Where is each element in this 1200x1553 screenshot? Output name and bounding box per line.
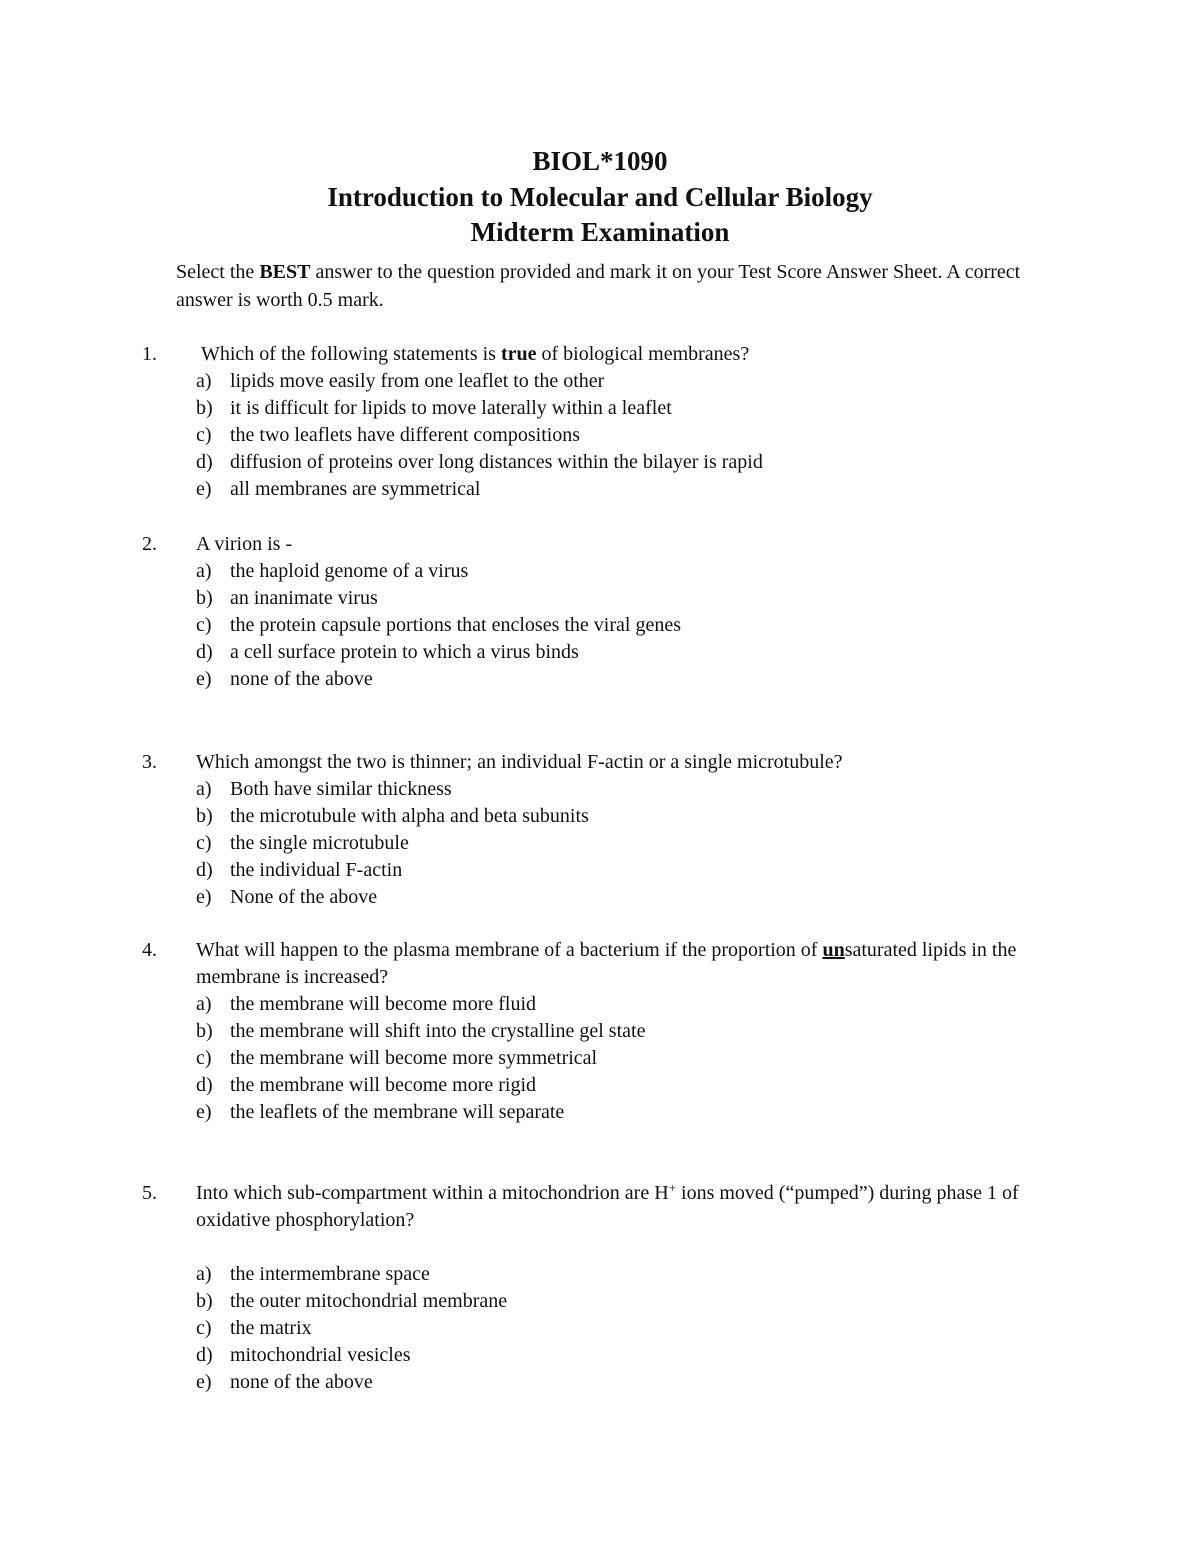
question-number: 3. <box>142 751 157 773</box>
question-emphasis: true <box>500 343 537 365</box>
option-text: Both have similar thickness <box>230 778 452 800</box>
question-text: A virion is - <box>196 533 293 555</box>
option-text: the leaflets of the membrane will separate <box>230 1101 565 1123</box>
question-text-part: saturated lipids in the membrane is increased? <box>196 939 1017 988</box>
option-letter: b) <box>196 805 213 827</box>
option-letter: b) <box>196 397 213 419</box>
question-underline: un <box>822 939 845 961</box>
option-letter: a) <box>196 560 212 582</box>
option-letter: b) <box>196 1020 213 1042</box>
option-text: diffusion of proteins over long distances within the bilayer is rapid <box>230 451 763 473</box>
option-text: the individual F-actin <box>230 859 403 881</box>
option-letter: d) <box>196 1344 213 1366</box>
course-title: Introduction to Molecular and Cellular Biology <box>327 182 873 212</box>
option-text: the outer mitochondrial membrane <box>230 1290 508 1312</box>
question-text <box>196 1180 1056 1234</box>
question-number: 4. <box>142 939 157 961</box>
option-text: all membranes are symmetrical <box>230 478 481 500</box>
option-text: the single microtubule <box>230 832 409 854</box>
option-letter: a) <box>196 993 212 1015</box>
question-text-part: Into which sub-compartment within a mitochondrion are H <box>196 1182 669 1204</box>
course-code: BIOL*1090 <box>532 146 668 176</box>
superscript-plus: + <box>668 1180 677 1195</box>
option-letter: e) <box>196 886 212 908</box>
option-letter: e) <box>196 1101 212 1123</box>
option-letter: c) <box>196 1047 212 1069</box>
instructions <box>176 258 1056 314</box>
exam-title: Midterm Examination <box>470 217 730 247</box>
question-number: 2. <box>142 533 157 555</box>
option-text: the membrane will shift into the crystalline gel state <box>230 1020 646 1042</box>
option-text: lipids move easily from one leaflet to the other <box>230 370 605 392</box>
option-text: the membrane will become more symmetrical <box>230 1047 598 1069</box>
option-letter: e) <box>196 668 212 690</box>
option-letter: a) <box>196 1263 212 1285</box>
question-number: 1. <box>142 343 157 365</box>
option-letter: d) <box>196 1074 213 1096</box>
option-letter: e) <box>196 478 212 500</box>
option-letter: b) <box>196 1290 213 1312</box>
option-letter: a) <box>196 778 212 800</box>
question-text-part: What will happen to the plasma membrane of a bacterium if the proportion of <box>196 939 823 961</box>
option-text: the two leaflets have different compositions <box>230 424 581 446</box>
option-text: mitochondrial vesicles <box>230 1344 411 1366</box>
option-text: the intermembrane space <box>230 1263 430 1285</box>
option-letter: c) <box>196 832 212 854</box>
option-text: the protein capsule portions that encloses the viral genes <box>230 614 681 636</box>
option-text: it is difficult for lipids to move laterally within a leaflet <box>230 397 672 419</box>
option-letter: d) <box>196 641 213 663</box>
instructions-text-2: answer to the question provided and mark it on your Test Score Answer Sheet. A correct answer is worth 0.5 mark. <box>176 261 1021 311</box>
question-text-part: Which of the following statements is <box>201 343 501 365</box>
question-text <box>201 341 1061 368</box>
option-letter: b) <box>196 587 213 609</box>
option-text: the matrix <box>230 1317 312 1339</box>
option-text: the haploid genome of a virus <box>230 560 469 582</box>
option-letter: a) <box>196 370 212 392</box>
question-text <box>196 937 1056 991</box>
option-letter: e) <box>196 1371 212 1393</box>
option-text: the membrane will become more fluid <box>230 993 537 1015</box>
instructions-text-1: Select the <box>176 261 260 283</box>
question-text-part: ions moved (“pumped”) during phase 1 of oxidative phosphorylation? <box>196 1182 1019 1231</box>
option-letter: d) <box>196 451 213 473</box>
option-text: an inanimate virus <box>230 587 378 609</box>
option-letter: c) <box>196 614 212 636</box>
option-letter: d) <box>196 859 213 881</box>
question-number: 5. <box>142 1182 157 1204</box>
question-text: Which amongst the two is thinner; an individual F-actin or a single microtubule? <box>196 751 843 773</box>
option-letter: c) <box>196 1317 212 1339</box>
option-text: None of the above <box>230 886 378 908</box>
question-text-part: of biological membranes? <box>536 343 750 365</box>
instructions-emphasis: BEST <box>259 261 311 283</box>
option-text: the microtubule with alpha and beta subunits <box>230 805 589 827</box>
option-text: none of the above <box>230 668 373 690</box>
option-text: the membrane will become more rigid <box>230 1074 537 1096</box>
option-letter: c) <box>196 424 212 446</box>
option-text: none of the above <box>230 1371 373 1393</box>
option-text: a cell surface protein to which a virus binds <box>230 641 579 663</box>
